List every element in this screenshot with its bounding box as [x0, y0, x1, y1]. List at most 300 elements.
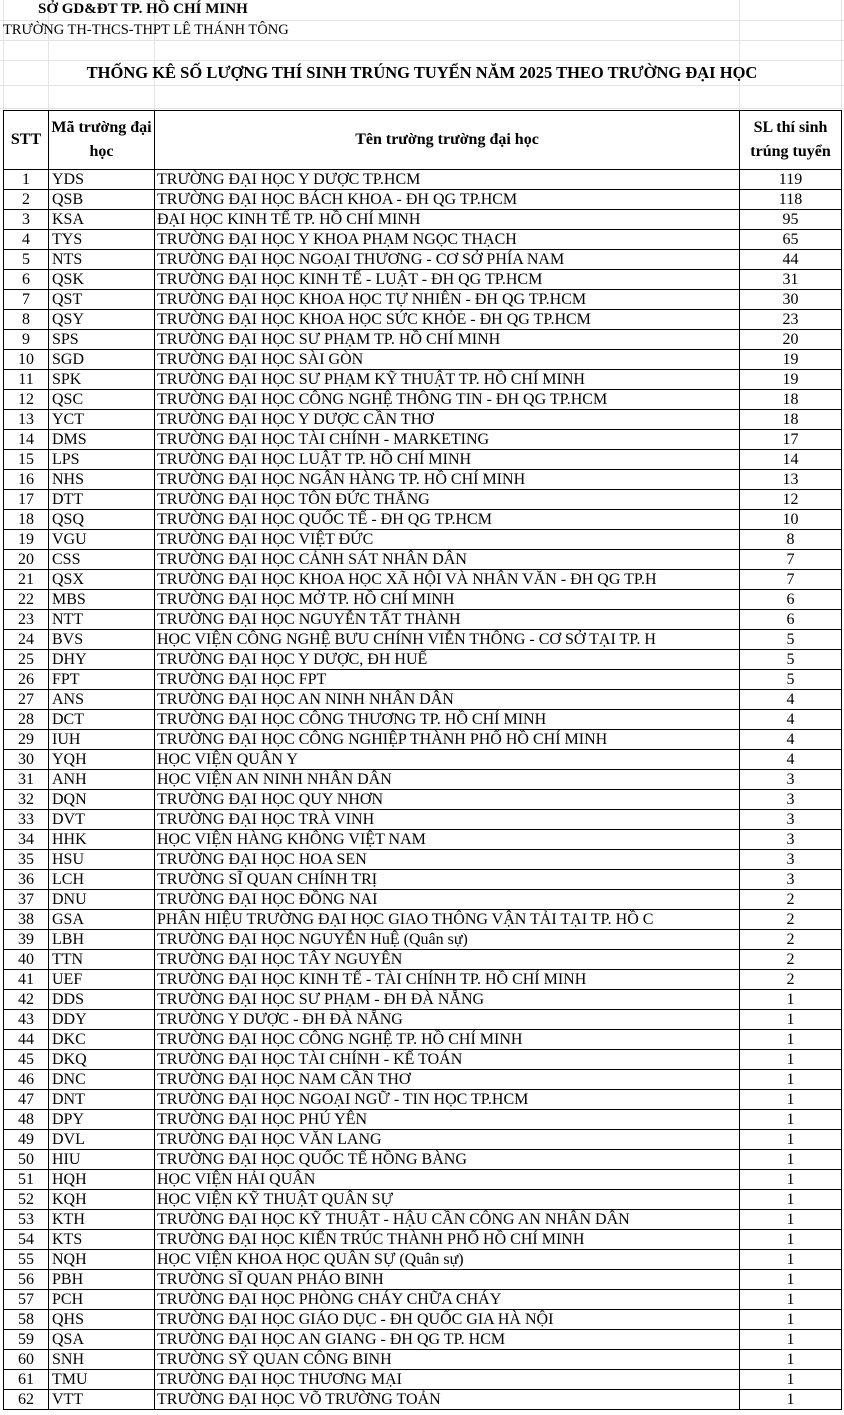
cell-name: TRƯỜNG ĐẠI HỌC CẢNH SÁT NHÂN DÂN	[155, 550, 740, 570]
table-row	[4, 1090, 842, 1110]
cell-count: 14	[740, 450, 842, 470]
cell-code: CSS	[49, 550, 155, 570]
cell-stt: 38	[4, 910, 49, 930]
cell-count: 4	[740, 710, 842, 730]
table-row	[4, 1030, 842, 1050]
cell-name: TRƯỜNG ĐẠI HỌC NGÂN HÀNG TP. HỒ CHÍ MINH	[155, 470, 740, 490]
cell-stt: 40	[4, 950, 49, 970]
cell-name: TRƯỜNG ĐẠI HỌC VIỆT ĐỨC	[155, 530, 740, 550]
cell-count: 1	[740, 1050, 842, 1070]
cell-name: TRƯỜNG ĐẠI HỌC CÔNG THƯƠNG TP. HỒ CHÍ MINH	[155, 710, 740, 730]
table-row	[4, 490, 842, 510]
cell-count: 12	[740, 490, 842, 510]
table-row	[4, 530, 842, 550]
cell-code: SNH	[49, 1350, 155, 1370]
cell-count: 8	[740, 530, 842, 550]
cell-count: 5	[740, 650, 842, 670]
cell-name: TRƯỜNG ĐẠI HỌC NGOẠI THƯƠNG - CƠ SỞ PHÍA NAM	[155, 250, 740, 270]
cell-stt: 58	[4, 1310, 49, 1330]
cell-code: TYS	[49, 230, 155, 250]
cell-count: 1	[740, 990, 842, 1010]
cell-count: 10	[740, 510, 842, 530]
cell-name: TRƯỜNG ĐẠI HỌC Y DƯỢC CẦN THƠ	[155, 410, 740, 430]
cell-name: TRƯỜNG ĐẠI HỌC QUỐC TẾ HỒNG BÀNG	[155, 1150, 740, 1170]
cell-code: DPY	[49, 1110, 155, 1130]
cell-count: 18	[740, 410, 842, 430]
table-row	[4, 1330, 842, 1350]
table-row	[4, 970, 842, 990]
cell-name: TRƯỜNG ĐẠI HỌC KHOA HỌC XÃ HỘI VÀ NHÂN VĂN - ĐH QG TP.H	[155, 570, 740, 590]
cell-stt: 25	[4, 650, 49, 670]
cell-count: 2	[740, 950, 842, 970]
cell-code: DKQ	[49, 1050, 155, 1070]
cell-name: TRƯỜNG ĐẠI HỌC TÂY NGUYÊN	[155, 950, 740, 970]
table-row	[4, 210, 842, 230]
table-row	[4, 990, 842, 1010]
table-row	[4, 350, 842, 370]
admission-statistics-table	[3, 110, 842, 1410]
cell-count: 1	[740, 1330, 842, 1350]
table-row	[4, 1270, 842, 1290]
cell-count: 1	[740, 1090, 842, 1110]
table-row	[4, 890, 842, 910]
cell-stt: 54	[4, 1230, 49, 1250]
cell-stt: 36	[4, 870, 49, 890]
cell-code: YCT	[49, 410, 155, 430]
cell-code: DVL	[49, 1130, 155, 1150]
page-title: THỐNG KÊ SỐ LƯỢNG THÍ SINH TRÚNG TUYỂN NĂM 2025 THEO TRƯỜNG ĐẠI HỌC	[86, 63, 758, 82]
cell-name: TRƯỜNG ĐẠI HỌC CÔNG NGHỆ THÔNG TIN - ĐH QG TP.HCM	[155, 390, 740, 410]
table-row	[4, 230, 842, 250]
cell-count: 1	[740, 1130, 842, 1150]
cell-name: TRƯỜNG ĐẠI HỌC SÀI GÒN	[155, 350, 740, 370]
cell-stt: 35	[4, 850, 49, 870]
cell-stt: 45	[4, 1050, 49, 1070]
table-row	[4, 550, 842, 570]
cell-name: TRƯỜNG ĐẠI HỌC GIÁO DỤC - ĐH QUỐC GIA HÀ NỘI	[155, 1310, 740, 1330]
cell-name: HỌC VIỆN QUÂN Y	[155, 750, 740, 770]
cell-stt: 47	[4, 1090, 49, 1110]
table-row	[4, 290, 842, 310]
table-row	[4, 650, 842, 670]
table-row	[4, 450, 842, 470]
cell-code: DDS	[49, 990, 155, 1010]
cell-name: TRƯỜNG ĐẠI HỌC VĂN LANG	[155, 1130, 740, 1150]
cell-code: NTS	[49, 250, 155, 270]
table-row	[4, 670, 842, 690]
cell-code: HIU	[49, 1150, 155, 1170]
cell-count: 7	[740, 550, 842, 570]
cell-count: 5	[740, 630, 842, 650]
cell-count: 65	[740, 230, 842, 250]
cell-name: TRƯỜNG ĐẠI HỌC PHÒNG CHÁY CHỮA CHÁY	[155, 1290, 740, 1310]
cell-count: 3	[740, 810, 842, 830]
cell-code: QST	[49, 290, 155, 310]
cell-name: TRƯỜNG ĐẠI HỌC KHOA HỌC SỨC KHỎE - ĐH QG TP.HCM	[155, 310, 740, 330]
cell-count: 23	[740, 310, 842, 330]
cell-count: 5	[740, 670, 842, 690]
cell-count: 1	[740, 1310, 842, 1330]
table-row	[4, 430, 842, 450]
cell-code: QSB	[49, 190, 155, 210]
cell-count: 3	[740, 770, 842, 790]
cell-name: TRƯỜNG ĐẠI HỌC Y KHOA PHẠM NGỌC THẠCH	[155, 230, 740, 250]
cell-stt: 17	[4, 490, 49, 510]
table-row	[4, 690, 842, 710]
table-row	[4, 570, 842, 590]
table-row	[4, 870, 842, 890]
cell-code: QSY	[49, 310, 155, 330]
table-row	[4, 830, 842, 850]
cell-count: 1	[740, 1370, 842, 1390]
table-row	[4, 770, 842, 790]
table-row	[4, 1290, 842, 1310]
cell-stt: 43	[4, 1010, 49, 1030]
cell-count: 2	[740, 890, 842, 910]
cell-count: 3	[740, 790, 842, 810]
cell-stt: 29	[4, 730, 49, 750]
table-row	[4, 510, 842, 530]
cell-code: HQH	[49, 1170, 155, 1190]
cell-code: QSK	[49, 270, 155, 290]
cell-code: DHY	[49, 650, 155, 670]
cell-code: KQH	[49, 1190, 155, 1210]
column-header-stt: STT	[4, 111, 49, 170]
cell-count: 118	[740, 190, 842, 210]
cell-name: TRƯỜNG ĐẠI HỌC CÔNG NGHỆ TP. HỒ CHÍ MINH	[155, 1030, 740, 1050]
cell-stt: 34	[4, 830, 49, 850]
cell-stt: 62	[4, 1390, 49, 1410]
cell-code: DVT	[49, 810, 155, 830]
table-row	[4, 730, 842, 750]
table-row	[4, 1230, 842, 1250]
cell-name: TRƯỜNG ĐẠI HỌC NGUYỄN TẤT THÀNH	[155, 610, 740, 630]
cell-count: 1	[740, 1170, 842, 1190]
cell-code: NHS	[49, 470, 155, 490]
cell-code: UEF	[49, 970, 155, 990]
cell-count: 1	[740, 1070, 842, 1090]
cell-stt: 12	[4, 390, 49, 410]
cell-count: 31	[740, 270, 842, 290]
cell-name: TRƯỜNG ĐẠI HỌC HOA SEN	[155, 850, 740, 870]
cell-stt: 55	[4, 1250, 49, 1270]
cell-stt: 28	[4, 710, 49, 730]
cell-code: DTT	[49, 490, 155, 510]
cell-name: HỌC VIỆN AN NINH NHÂN DÂN	[155, 770, 740, 790]
cell-stt: 15	[4, 450, 49, 470]
cell-code: GSA	[49, 910, 155, 930]
cell-code: SPK	[49, 370, 155, 390]
cell-name: TRƯỜNG ĐẠI HỌC CÔNG NGHIỆP THÀNH PHỐ HỒ CHÍ MINH	[155, 730, 740, 750]
table-row	[4, 330, 842, 350]
table-row	[4, 790, 842, 810]
table-row	[4, 410, 842, 430]
cell-count: 6	[740, 590, 842, 610]
cell-count: 1	[740, 1150, 842, 1170]
department-name: SỞ GD&ĐT TP. HỒ CHÍ MINH	[38, 1, 248, 17]
cell-stt: 7	[4, 290, 49, 310]
cell-count: 2	[740, 930, 842, 950]
cell-code: MBS	[49, 590, 155, 610]
cell-code: DNT	[49, 1090, 155, 1110]
cell-count: 1	[740, 1010, 842, 1030]
cell-code: TTN	[49, 950, 155, 970]
cell-count: 1	[740, 1030, 842, 1050]
cell-code: FPT	[49, 670, 155, 690]
table-row	[4, 1150, 842, 1170]
cell-stt: 4	[4, 230, 49, 250]
cell-code: QHS	[49, 1310, 155, 1330]
cell-stt: 41	[4, 970, 49, 990]
cell-stt: 60	[4, 1350, 49, 1370]
cell-name: TRƯỜNG ĐẠI HỌC TÀI CHÍNH - KẾ TOÁN	[155, 1050, 740, 1070]
cell-name: TRƯỜNG SĨ QUAN CHÍNH TRỊ	[155, 870, 740, 890]
cell-name: TRƯỜNG ĐẠI HỌC TÔN ĐỨC THẮNG	[155, 490, 740, 510]
cell-name: TRƯỜNG ĐẠI HỌC Y DƯỢC TP.HCM	[155, 170, 740, 190]
cell-count: 1	[740, 1190, 842, 1210]
cell-name: TRƯỜNG ĐẠI HỌC QUY NHƠN	[155, 790, 740, 810]
cell-name: TRƯỜNG ĐẠI HỌC KHOA HỌC TỰ NHIÊN - ĐH QG TP.HCM	[155, 290, 740, 310]
cell-stt: 14	[4, 430, 49, 450]
cell-count: 1	[740, 1210, 842, 1230]
cell-count: 1	[740, 1110, 842, 1130]
table-row	[4, 170, 842, 190]
table-row	[4, 310, 842, 330]
cell-code: DNU	[49, 890, 155, 910]
cell-code: IUH	[49, 730, 155, 750]
table-row	[4, 1110, 842, 1130]
cell-count: 1	[740, 1270, 842, 1290]
table-row	[4, 1130, 842, 1150]
table-row	[4, 590, 842, 610]
cell-count: 4	[740, 750, 842, 770]
cell-stt: 49	[4, 1130, 49, 1150]
table-row	[4, 1310, 842, 1330]
cell-stt: 20	[4, 550, 49, 570]
cell-count: 2	[740, 910, 842, 930]
cell-name: TRƯỜNG ĐẠI HỌC TÀI CHÍNH - MARKETING	[155, 430, 740, 450]
cell-count: 95	[740, 210, 842, 230]
cell-stt: 59	[4, 1330, 49, 1350]
cell-count: 17	[740, 430, 842, 450]
column-header-name: Tên trường trường đại học	[155, 111, 740, 170]
cell-code: KSA	[49, 210, 155, 230]
table-row	[4, 470, 842, 490]
cell-code: YDS	[49, 170, 155, 190]
cell-code: SPS	[49, 330, 155, 350]
cell-name: TRƯỜNG ĐẠI HỌC QUỐC TẾ - ĐH QG TP.HCM	[155, 510, 740, 530]
cell-stt: 10	[4, 350, 49, 370]
cell-code: NQH	[49, 1250, 155, 1270]
cell-stt: 44	[4, 1030, 49, 1050]
cell-name: ĐẠI HỌC KINH TẾ TP. HỒ CHÍ MINH	[155, 210, 740, 230]
cell-code: ANH	[49, 770, 155, 790]
cell-stt: 33	[4, 810, 49, 830]
table-row	[4, 850, 842, 870]
cell-name: TRƯỜNG ĐẠI HỌC AN NINH NHÂN DÂN	[155, 690, 740, 710]
table-row	[4, 1190, 842, 1210]
cell-name: TRƯỜNG ĐẠI HỌC BÁCH KHOA - ĐH QG TP.HCM	[155, 190, 740, 210]
cell-code: DCT	[49, 710, 155, 730]
cell-stt: 56	[4, 1270, 49, 1290]
cell-stt: 1	[4, 170, 49, 190]
cell-count: 6	[740, 610, 842, 630]
cell-name: TRƯỜNG ĐẠI HỌC NAM CẦN THƠ	[155, 1070, 740, 1090]
table-row	[4, 1390, 842, 1410]
cell-code: LBH	[49, 930, 155, 950]
cell-count: 1	[740, 1250, 842, 1270]
table-row	[4, 810, 842, 830]
cell-stt: 32	[4, 790, 49, 810]
cell-count: 7	[740, 570, 842, 590]
cell-stt: 5	[4, 250, 49, 270]
table-row	[4, 1250, 842, 1270]
cell-count: 18	[740, 390, 842, 410]
cell-name: HỌC VIỆN KHOA HỌC QUÂN SỰ (Quân sự)	[155, 1250, 740, 1270]
cell-stt: 37	[4, 890, 49, 910]
table-row	[4, 710, 842, 730]
cell-count: 1	[740, 1290, 842, 1310]
cell-code: ANS	[49, 690, 155, 710]
table-row	[4, 390, 842, 410]
cell-count: 19	[740, 370, 842, 390]
cell-stt: 46	[4, 1070, 49, 1090]
cell-name: TRƯỜNG ĐẠI HỌC KỸ THUẬT - HẬU CẦN CÔNG AN NHÂN DÂN	[155, 1210, 740, 1230]
cell-stt: 18	[4, 510, 49, 530]
cell-stt: 22	[4, 590, 49, 610]
cell-name: HỌC VIỆN HÀNG KHÔNG VIỆT NAM	[155, 830, 740, 850]
table-row	[4, 750, 842, 770]
cell-stt: 31	[4, 770, 49, 790]
table-row	[4, 270, 842, 290]
cell-stt: 6	[4, 270, 49, 290]
cell-name: HỌC VIỆN CÔNG NGHỆ BƯU CHÍNH VIỄN THÔNG - CƠ SỞ TẠI TP. H	[155, 630, 740, 650]
cell-code: QSX	[49, 570, 155, 590]
cell-stt: 23	[4, 610, 49, 630]
cell-stt: 53	[4, 1210, 49, 1230]
table-row	[4, 250, 842, 270]
cell-stt: 11	[4, 370, 49, 390]
column-header-code: Mã trường đại học	[49, 111, 155, 170]
table-row	[4, 630, 842, 650]
cell-stt: 39	[4, 930, 49, 950]
cell-code: BVS	[49, 630, 155, 650]
cell-code: VGU	[49, 530, 155, 550]
cell-stt: 48	[4, 1110, 49, 1130]
cell-code: LCH	[49, 870, 155, 890]
cell-code: PCH	[49, 1290, 155, 1310]
cell-name: TRƯỜNG ĐẠI HỌC ĐỒNG NAI	[155, 890, 740, 910]
cell-code: DDY	[49, 1010, 155, 1030]
column-header-count: SL thí sinh trúng tuyển	[740, 111, 842, 170]
cell-name: TRƯỜNG ĐẠI HỌC SƯ PHẠM KỸ THUẬT TP. HỒ CHÍ MINH	[155, 370, 740, 390]
table-row	[4, 1170, 842, 1190]
table-row	[4, 930, 842, 950]
cell-count: 13	[740, 470, 842, 490]
cell-name: TRƯỜNG ĐẠI HỌC KINH TẾ - LUẬT - ĐH QG TP.HCM	[155, 270, 740, 290]
cell-name: TRƯỜNG ĐẠI HỌC AN GIANG - ĐH QG TP. HCM	[155, 1330, 740, 1350]
table-row	[4, 1070, 842, 1090]
cell-count: 119	[740, 170, 842, 190]
table-header-row	[4, 111, 842, 170]
cell-stt: 9	[4, 330, 49, 350]
cell-name: PHÂN HIỆU TRƯỜNG ĐẠI HỌC GIAO THÔNG VẬN TẢI TẠI TP. HỒ C	[155, 910, 740, 930]
cell-name: TRƯỜNG ĐẠI HỌC SƯ PHẠM TP. HỒ CHÍ MINH	[155, 330, 740, 350]
cell-code: DQN	[49, 790, 155, 810]
cell-code: TMU	[49, 1370, 155, 1390]
cell-name: HỌC VIỆN KỸ THUẬT QUÂN SỰ	[155, 1190, 740, 1210]
cell-name: TRƯỜNG ĐẠI HỌC SƯ PHẠM - ĐH ĐÀ NẴNG	[155, 990, 740, 1010]
cell-stt: 26	[4, 670, 49, 690]
cell-count: 4	[740, 690, 842, 710]
cell-stt: 24	[4, 630, 49, 650]
cell-stt: 42	[4, 990, 49, 1010]
cell-stt: 52	[4, 1190, 49, 1210]
cell-count: 30	[740, 290, 842, 310]
cell-count: 1	[740, 1230, 842, 1250]
cell-count: 1	[740, 1350, 842, 1370]
table-row	[4, 610, 842, 630]
cell-code: HSU	[49, 850, 155, 870]
cell-count: 44	[740, 250, 842, 270]
cell-stt: 21	[4, 570, 49, 590]
table-row	[4, 910, 842, 930]
cell-stt: 19	[4, 530, 49, 550]
cell-stt: 57	[4, 1290, 49, 1310]
cell-name: TRƯỜNG Y DƯỢC - ĐH ĐÀ NẴNG	[155, 1010, 740, 1030]
cell-name: TRƯỜNG ĐẠI HỌC NGOẠI NGỮ - TIN HỌC TP.HCM	[155, 1090, 740, 1110]
cell-code: KTS	[49, 1230, 155, 1250]
cell-code: HHK	[49, 830, 155, 850]
cell-count: 19	[740, 350, 842, 370]
cell-code: LPS	[49, 450, 155, 470]
cell-code: DMS	[49, 430, 155, 450]
cell-code: YQH	[49, 750, 155, 770]
cell-code: SGD	[49, 350, 155, 370]
cell-stt: 51	[4, 1170, 49, 1190]
cell-code: QSC	[49, 390, 155, 410]
table-row	[4, 190, 842, 210]
cell-code: PBH	[49, 1270, 155, 1290]
cell-stt: 61	[4, 1370, 49, 1390]
cell-name: TRƯỜNG ĐẠI HỌC VÕ TRƯỜNG TOẢN	[155, 1390, 740, 1410]
cell-name: TRƯỜNG ĐẠI HỌC KINH TẾ - TÀI CHÍNH TP. HỒ CHÍ MINH	[155, 970, 740, 990]
cell-stt: 30	[4, 750, 49, 770]
cell-name: TRƯỜNG ĐẠI HỌC MỞ TP. HỒ CHÍ MINH	[155, 590, 740, 610]
table-row	[4, 1010, 842, 1030]
cell-name: TRƯỜNG SĨ QUAN PHÁO BINH	[155, 1270, 740, 1290]
cell-count: 3	[740, 830, 842, 850]
cell-count: 20	[740, 330, 842, 350]
table-row	[4, 1350, 842, 1370]
cell-count: 3	[740, 850, 842, 870]
cell-stt: 16	[4, 470, 49, 490]
cell-code: QSQ	[49, 510, 155, 530]
cell-name: TRƯỜNG ĐẠI HỌC NGUYỄN HuỆ (Quân sự)	[155, 930, 740, 950]
cell-code: DKC	[49, 1030, 155, 1050]
cell-stt: 8	[4, 310, 49, 330]
cell-name: TRƯỜNG ĐẠI HỌC TRÀ VINH	[155, 810, 740, 830]
cell-stt: 50	[4, 1150, 49, 1170]
table-row	[4, 1370, 842, 1390]
table-row	[4, 1050, 842, 1070]
cell-count: 1	[740, 1390, 842, 1410]
cell-name: TRƯỜNG ĐẠI HỌC FPT	[155, 670, 740, 690]
cell-count: 4	[740, 730, 842, 750]
cell-code: KTH	[49, 1210, 155, 1230]
cell-name: TRƯỜNG ĐẠI HỌC Y DƯỢC, ĐH HUẾ	[155, 650, 740, 670]
cell-name: TRƯỜNG ĐẠI HỌC THƯƠNG MẠI	[155, 1370, 740, 1390]
